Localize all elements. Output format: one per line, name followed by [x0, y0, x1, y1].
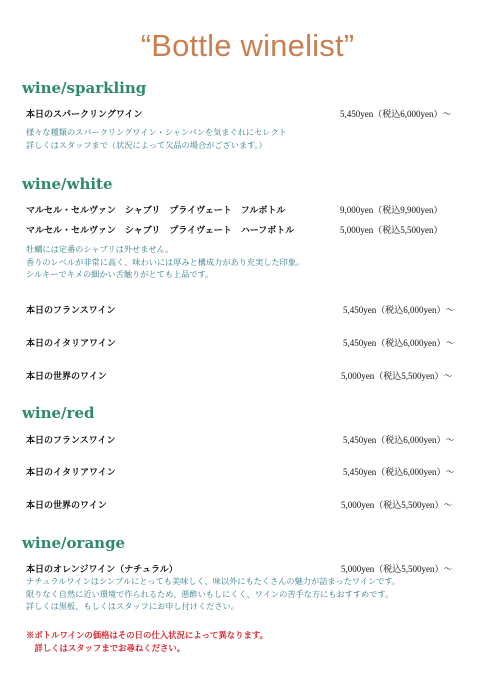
section-heading-sparkling: wine/sparkling — [22, 79, 147, 97]
page-title: “Bottle winelist” — [140, 28, 355, 63]
description-line: ナチュラルワインはシンプルにとっても美味しく、味以外にもたくさんの魅力が詰まったワインです。 — [26, 576, 401, 586]
sparkling-description — [26, 126, 287, 151]
description-line: 香りのレベルが非常に高く、味わいには厚みと構成力があり充実した印象。 — [26, 256, 305, 267]
wine-item-price: 5,450yen（税込6,000yen）～ — [343, 305, 455, 315]
wine-item-price: 5,450yen（税込6,000yen）～ — [343, 338, 455, 348]
wine-item-name: マルセル・セルヴァン シャブリ プライヴェート ハーフボトル — [26, 226, 295, 236]
wine-item-name: 本日のスパークリングワイン — [26, 110, 143, 120]
section-heading-red: wine/red — [22, 404, 95, 422]
white-description — [26, 243, 304, 281]
wine-item-name: 本日のフランスワイン — [26, 436, 116, 446]
description-line: 牡蠣には定番のシャブリは外せません。 — [26, 244, 174, 254]
description-line: 詳しくは黒板、もしくはスタッフにお申し付けください。 — [26, 601, 239, 611]
price-footnote — [26, 629, 268, 654]
description-line: 限りなく自然に近い環境で作られるため、悪酔いもしにくく、ワインの苦手な方にもおすすめです。 — [26, 588, 394, 599]
wine-item-price: 5,450yen（税込6,000yen）～ — [343, 435, 455, 445]
wine-item-price: 5,000yen（税込5,500yen） — [340, 225, 443, 235]
wine-item-name: 本日の世界のワイン — [26, 372, 107, 382]
orange-description — [26, 575, 400, 613]
wine-item-name: 本日の世界のワイン — [26, 501, 107, 511]
wine-item-price: 5,450yen（税込6,000yen）～ — [340, 109, 452, 119]
wine-item-name: マルセル・セルヴァン シャブリ プライヴェート フルボトル — [26, 206, 286, 216]
wine-item-name: 本日のオレンジワイン（ナチュラル） — [26, 565, 178, 575]
wine-item-price: 5,000yen（税込5,500yen）～ — [341, 500, 453, 510]
section-heading-white: wine/white — [22, 175, 113, 193]
wine-item-price: 5,000yen（税込5,500yen）～ — [341, 564, 453, 574]
wine-item-name: 本日のフランスワイン — [26, 306, 116, 316]
footnote-line: 詳しくはスタッフまでお尋ねください。 — [26, 642, 186, 653]
wine-item-name: 本日のイタリアワイン — [26, 339, 116, 349]
section-heading-orange: wine/orange — [22, 534, 126, 552]
description-line: 様々な種類のスパークリングワイン・シャンパンを気まぐれにセレクト — [26, 127, 287, 137]
wine-item-price: 5,450yen（税込6,000yen）～ — [343, 467, 455, 477]
description-line: 詳しくはスタッフまで（状況によって欠品の場合がございます。） — [26, 139, 267, 150]
wine-item-price: 9,000yen（税込9,900yen） — [340, 205, 443, 215]
footnote-line: ※ボトルワインの価格はその日の仕入状況によって異なります。 — [26, 630, 268, 640]
wine-item-price: 5,000yen（税込5,500yen）～ — [341, 371, 453, 381]
wine-item-name: 本日のイタリアワイン — [26, 468, 116, 478]
description-line: シルキーでキメの細かい舌触りがとても上品です。 — [26, 269, 214, 279]
